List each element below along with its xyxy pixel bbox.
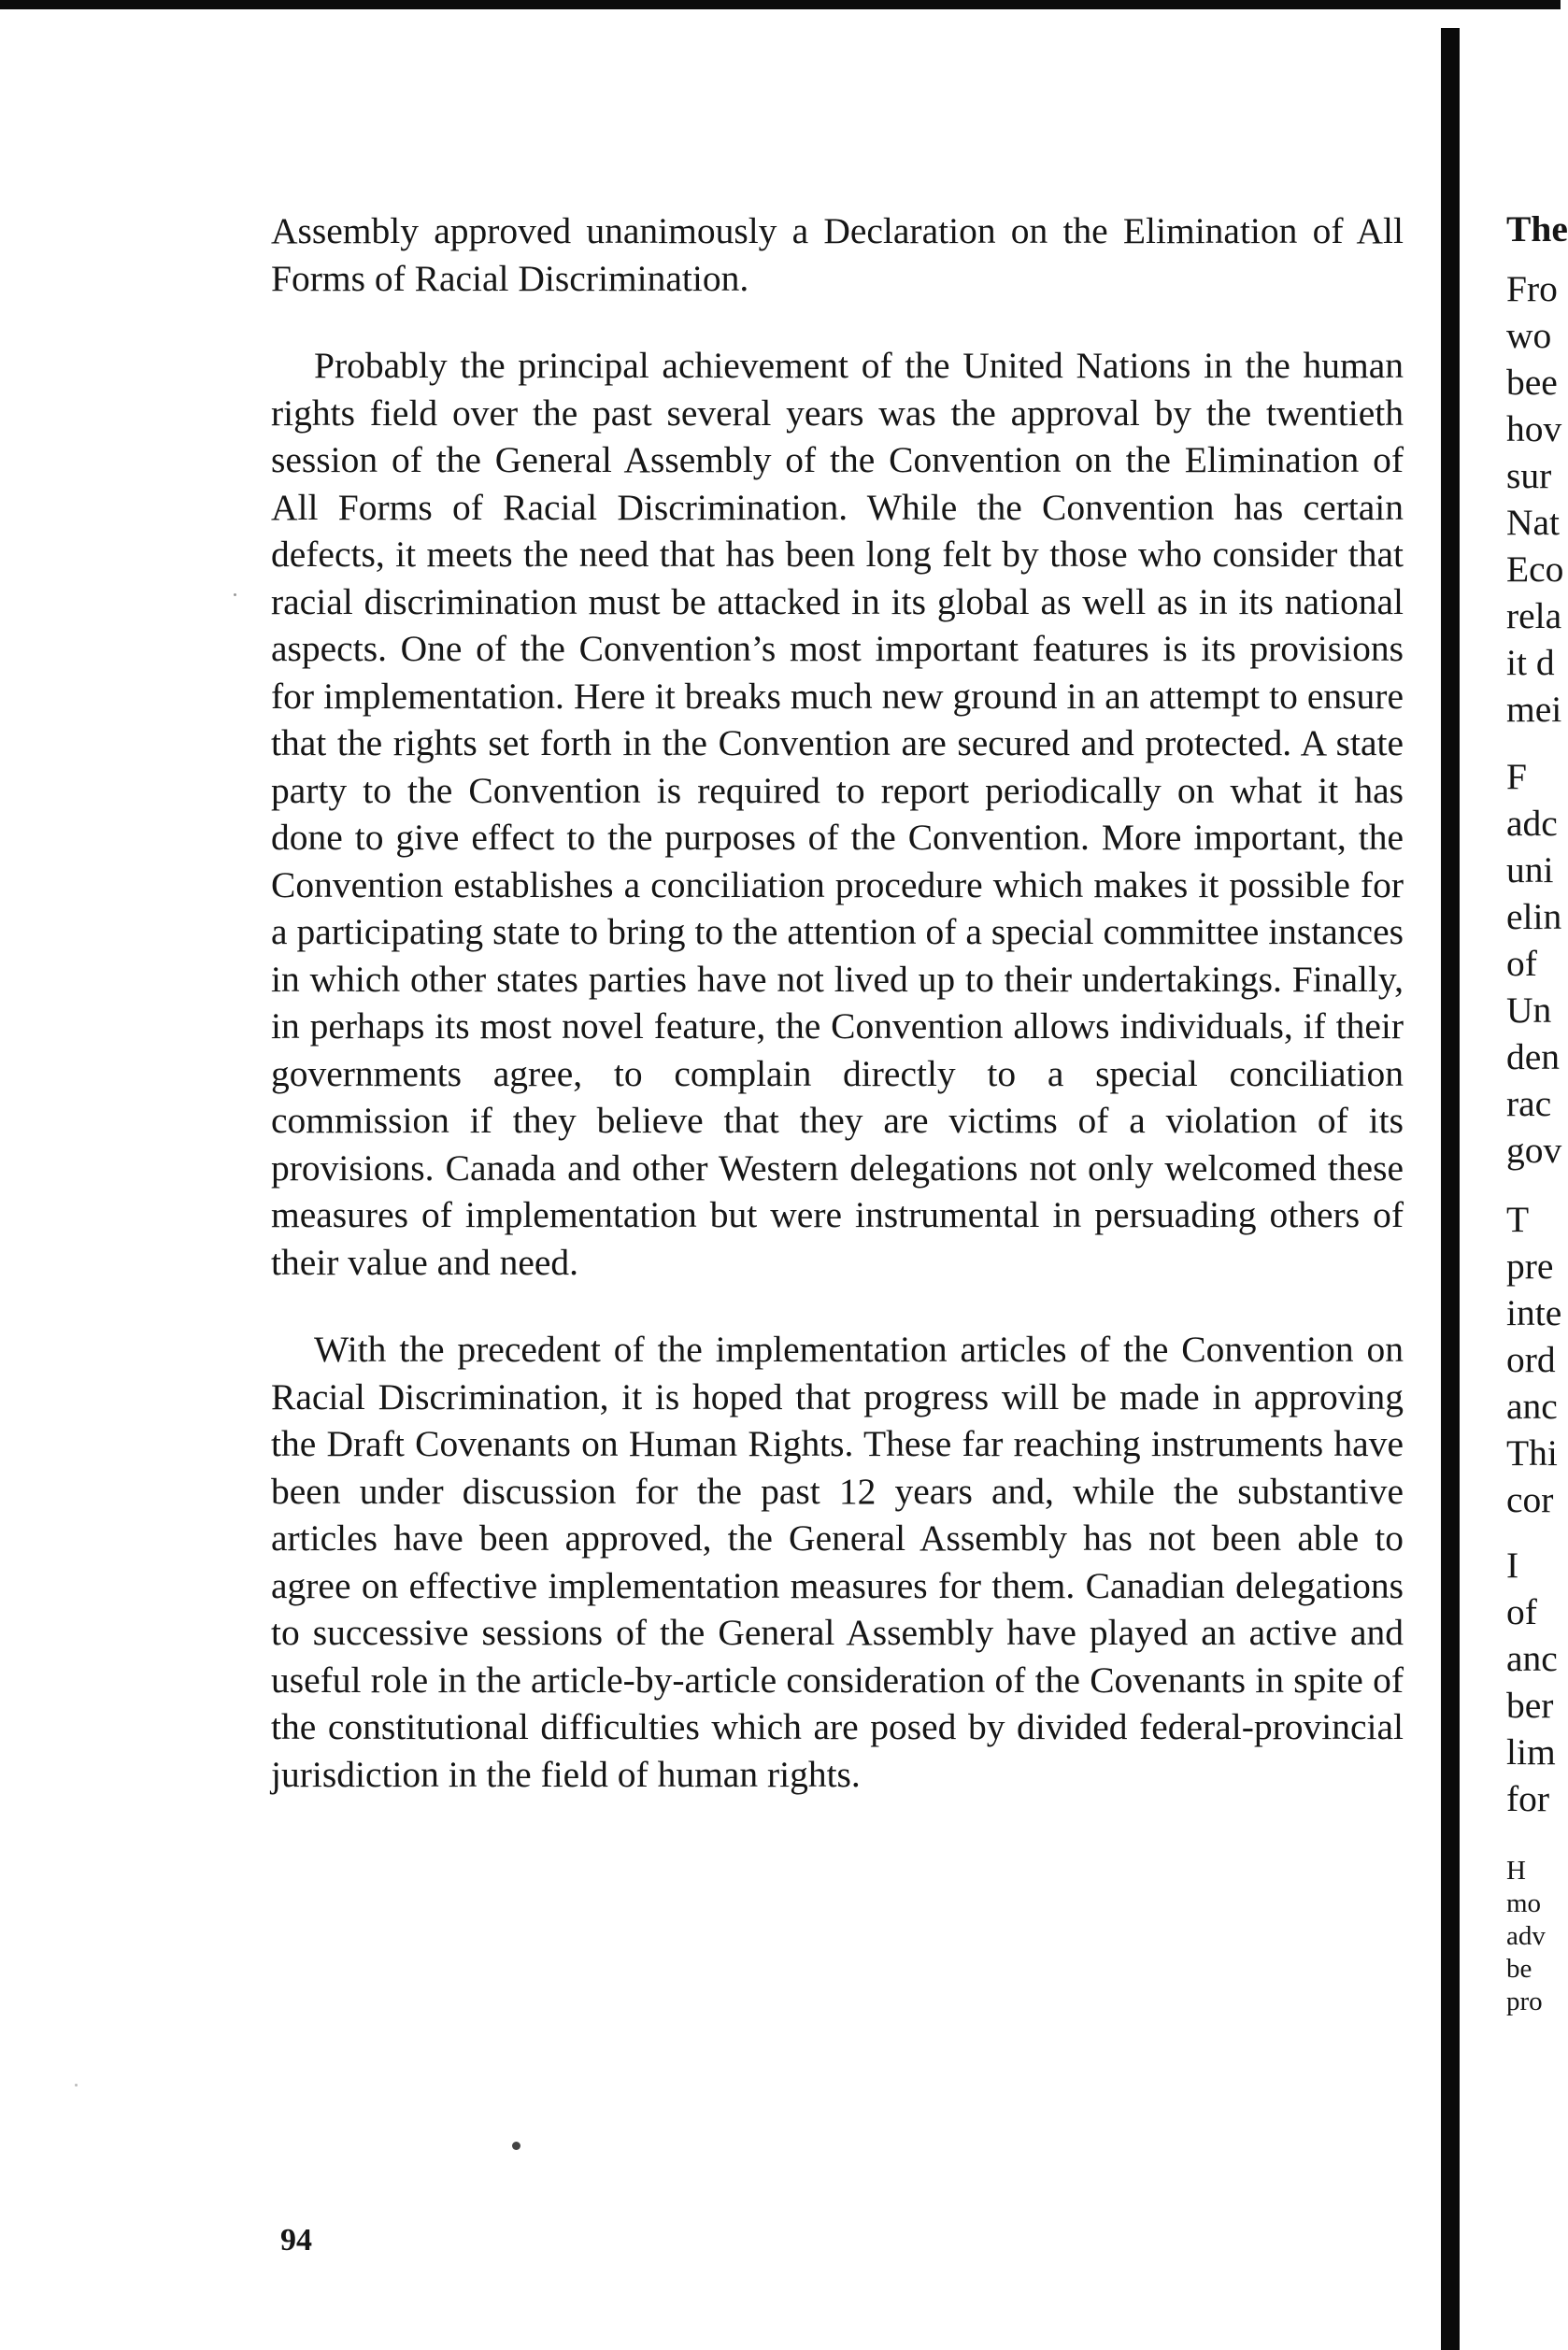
facing-page-line: of <box>1506 1591 1537 1632</box>
book-spine-gutter <box>1441 28 1460 2350</box>
facing-page-line: elin <box>1506 896 1562 937</box>
facing-page-footnote-line: adv <box>1506 1921 1546 1951</box>
facing-page-line: Un <box>1506 990 1552 1031</box>
facing-page-line: of <box>1506 943 1537 984</box>
facing-page-footnote-line: be <box>1506 1954 1532 1984</box>
scan-speck <box>234 593 236 596</box>
facing-page-line: for <box>1506 1778 1550 1819</box>
facing-page-line: sur <box>1506 455 1552 496</box>
facing-page-line: gov <box>1506 1130 1562 1171</box>
paragraph-draft-covenants: With the precedent of the implementation articles of the Convention on Racial Discrimination, it is hoped that progress will be made in approving the Draft Covenants on Human Rights. These far reaching instruments have been under discussion for the past 12 years and, while the substantive articles have been approved, the General Assembly has not been able to agree on effective implementation measures for them. Canadian delegations to successive sessions of the General Assembly have played an active and useful role in the article-by-article consideration of the Covenants in spite of the constitutional difficulties which are posed by divided federal-provincial jurisdiction in the field of human rights. <box>271 1329 1404 1795</box>
facing-page-line: rela <box>1506 595 1562 636</box>
facing-page-line: ber <box>1506 1685 1554 1726</box>
facing-page-line: Thi <box>1506 1432 1558 1474</box>
facing-page-line: it d <box>1506 642 1555 683</box>
page-number: 94 <box>280 2223 312 2257</box>
facing-page-line: Nat <box>1506 502 1561 543</box>
facing-page-line: anc <box>1506 1638 1558 1679</box>
facing-page-line: mei <box>1506 689 1562 730</box>
facing-page-line: den <box>1506 1036 1561 1077</box>
facing-page-footnote-line: H <box>1506 1856 1526 1886</box>
paragraph-convention-achievement: Probably the principal achievement of the United Nations in the human rights field over the past several years was the approval by the twentieth session of the General Assembly of the Convention on the Elimination of All Forms of Racial Discrimination. While the Convention has certain defects, it meets the need that has been long felt by those who consider that racial discrimination must be attacked in its global as well as in its national aspects. One of the Convention’s most important features is its provisions for implementation. Here it breaks much new ground in an attempt to ensure that the rights set forth in the Convention are secured and protected. A state party to the Convention is required to report periodically on what it has done to give effect to the purposes of the Convention. More important, the Convention establishes a conciliation procedure which makes it possible for a participating state to bring to the attention of a special committee instances in which other states parties have not lived up to their undertakings. Finally, in perhaps its most novel feature, the Convention allows individuals, if their governments agree, to complain directly to a special conciliation commission if they believe that they are victims of a violation of its provisions. Canada and other Western delegations not only welcomed these measures of implementation but were instrumental in persuading others of their value and need. <box>271 345 1404 1283</box>
paragraph-continuation: Assembly approved unanimously a Declaration on the Elimination of All Forms of Racial Discrimination. <box>271 210 1404 299</box>
facing-page-line: I <box>1506 1545 1519 1586</box>
facing-page-line: T <box>1506 1199 1530 1240</box>
facing-page-line: adc <box>1506 803 1558 844</box>
scan-speck <box>512 2142 520 2150</box>
facing-page-line: anc <box>1506 1386 1558 1427</box>
facing-page-line: Eco <box>1506 548 1564 590</box>
scan-speck <box>75 2084 78 2087</box>
facing-page-line: bee <box>1506 362 1558 403</box>
facing-page-line: cor <box>1506 1479 1554 1520</box>
facing-page-line: pre <box>1506 1246 1554 1287</box>
facing-page-line: wo <box>1506 315 1552 356</box>
facing-page-line: ord <box>1506 1339 1556 1380</box>
facing-page-line: uni <box>1506 849 1554 890</box>
page-body <box>271 207 1404 1798</box>
facing-page-fragment <box>1506 0 1568 2350</box>
facing-page-footnote-line: mo <box>1506 1888 1542 1918</box>
facing-page-line: hov <box>1506 408 1562 449</box>
facing-page-line: inte <box>1506 1292 1562 1333</box>
facing-page-heading: The <box>1506 208 1568 249</box>
top-edge-rule <box>0 0 1561 9</box>
facing-page-line: F <box>1506 756 1527 797</box>
facing-page-footnote-line: pro <box>1506 1987 1543 2016</box>
facing-page-line: Fro <box>1506 268 1558 309</box>
facing-page-line: rac <box>1506 1083 1552 1124</box>
facing-page-line: lim <box>1506 1731 1556 1773</box>
